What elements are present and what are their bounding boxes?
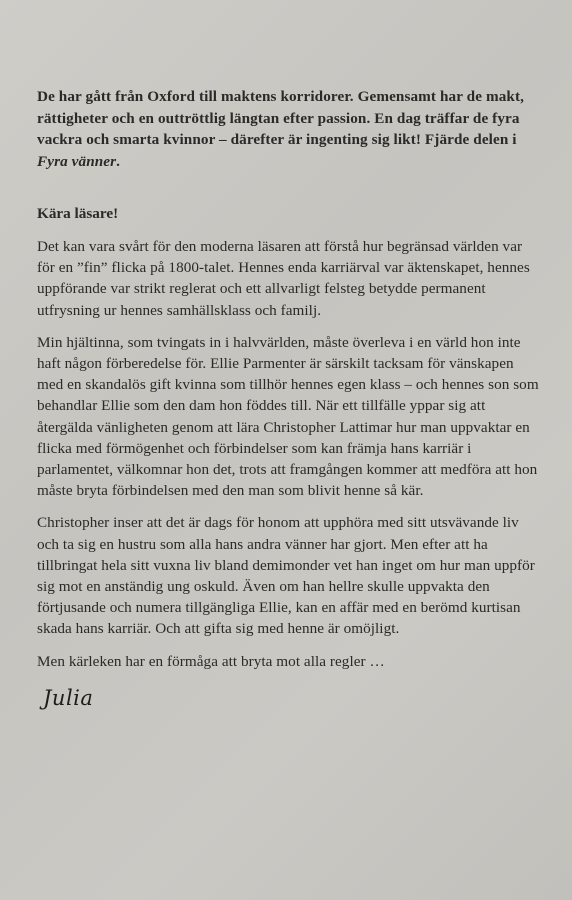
author-signature: Julia <box>43 685 94 710</box>
letter-paragraph-1: Det kan vara svårt för den moderna läsaren att förstå hur begränsad världen var för en ”fin” flicka på 1800-talet. Hennes enda karriärval var äktenskapet, hennes uppförande var strikt reglerat och ett allvarligt felsteg betydde permanent utfrysning ur hennes samhällsklass och familj. <box>37 238 530 319</box>
intro-end: . <box>116 152 121 170</box>
intro-blurb <box>37 86 542 172</box>
letter-paragraph-4: Men kärleken har en förmåga att bryta mot alla regler … <box>37 652 385 670</box>
letter-paragraph-3: Christopher inser att det är dags för honom att upphöra med sitt utsvävande liv och ta sig en hustru som alla hans andra vänner har gjort. Men efter att ha tillbringat hela sitt vuxna liv bland demimonder vet han inget om hur man uppför sig mot en anständig ung oskuld. Även om han hellre skulle uppvakta den förtjusande och numera tillgängliga Ellie, kan en affär med en berömd kurtisan skada hans karriär. Och att gifta sig med henne är omöjligt. <box>37 514 535 638</box>
letter-paragraph-2: Min hjältinna, som tvingats in i halvvärlden, måste överleva i en värld hon inte haft någon förberedelse för. Ellie Parmenter är särskilt tacksam för vänskapen med en skandalös gift kvinna som tillhör hennes egen klass – och hennes son som behandlar Ellie som den dam hon föddes till. När ett tillfälle yppar sig att återgälda vänligheten genom att lära Christopher Lattimar hur man uppvaktar en flicka med förmögenhet och förbindelser som kan främja hans karriär i parlamentet, välkomnar hon det, trots att framgången kommer att medföra att hon måste bryta förbindelsen med den man som blivit henne så kär. <box>37 333 539 500</box>
intro-text: De har gått från Oxford till maktens korridorer. Gemensamt har de makt, rättigheter och en outtröttlig längtan efter passion. En dag träffar de fyra vackra och smarta kvinnor – därefter är ingenting sig likt! Fjärde delen i <box>37 88 525 148</box>
letter-greeting: Kära läsare! <box>37 205 119 222</box>
series-title: Fyra vänner <box>37 152 117 170</box>
